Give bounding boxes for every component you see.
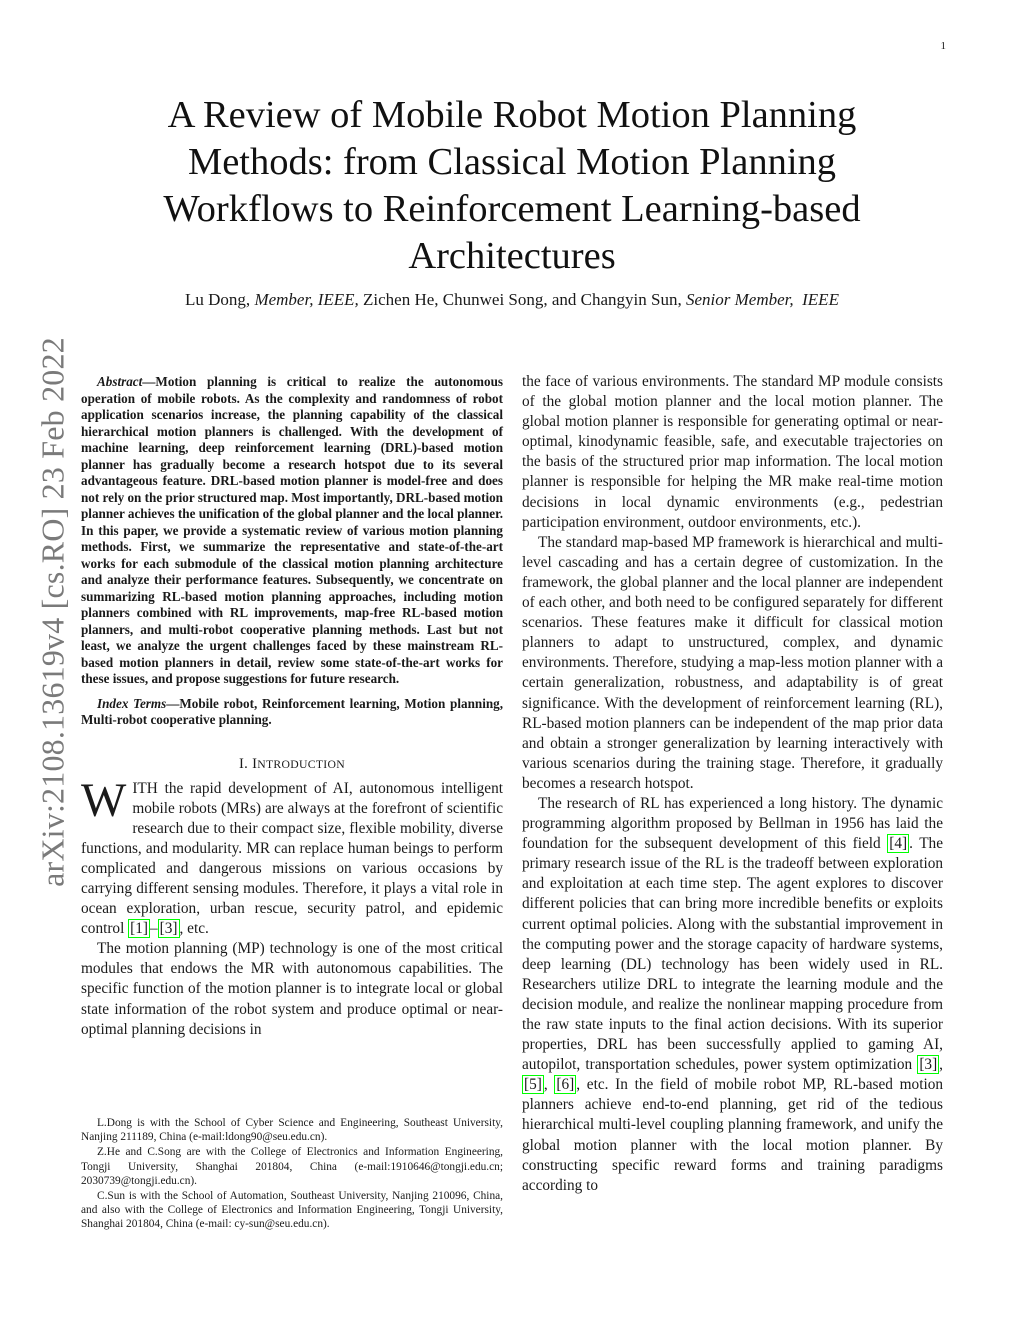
right-p3-b: . The primary research issue of the RL is the tradeoff between exploration and exploitation at each time step. The agent explores to discover different policies that can bring more incredible benefits or exploits current optimal policies. Along with the substantial improvement in the computing power and the storage capacity of hardware systems, deep learning (DL) technology has been widely used in RL. Researchers utilize DRL to integrate the learning module and the decision module, and realize the nonlinear mapping procedure from the raw state inputs to the final action decisions. With its superior properties, DRL has been successfully applied to gaming AI, autopilot, transportation schedules, power system optimization bbox=[522, 835, 943, 1074]
intro-paragraph-2: The motion planning (MP) technology is one of the most critical modules that endows the MR with autonomous capabilities. The specific function of the motion planner is to integrate local or global state information of the robot system and produce optimal or near-optimal planning decisions in bbox=[81, 940, 503, 1038]
dropcap: W bbox=[81, 773, 127, 827]
citation-separator: , bbox=[939, 1056, 943, 1074]
section-title-first: I bbox=[252, 755, 258, 772]
citation-separator: , bbox=[543, 1076, 555, 1094]
arxiv-stamp-text: arXiv:2108.13619v4 [cs.RO] 23 Feb 2022 bbox=[34, 337, 71, 887]
citation-dash: – bbox=[150, 920, 158, 938]
citation-link[interactable]: [1] bbox=[130, 920, 148, 938]
right-paragraph-1: the face of various environments. The standard MP module consists of the global motion planner and the local motion planner. The global motion planner is responsible for generating optimal or near-optimal, kinodynamic feasible, safe, and executable trajectories on the basis of the structured prior map information. The local motion planner is responsible for helping the MR make real-time motion decisions in local dynamic environments (e.g., pedestrian participation environment, outdoor environments, etc.). bbox=[522, 373, 943, 531]
section-title-rest: NTRODUCTION bbox=[257, 757, 345, 771]
citation-link[interactable]: [3] bbox=[919, 1056, 938, 1074]
right-column bbox=[522, 372, 943, 1196]
right-paragraph-2: The standard map-based MP framework is hierarchical and multi-level cascading and has a certain degree of customization. In the framework, the global planner and the local planner are independent of each other, and both need to be configured separately for different scenarios. These features make it difficult for classical motion planners to adapt to unstructured, complex, and dynamic environments. Therefore, studying a map-less motion planner with a certain generalization, robustness, and adaptability is of great significance. With the development of reinforcement learning (RL), RL-based motion planners can be independent of the map prior data and obtain a stronger generalization by learning interactively with various scenarios during the training stage. Therefore, it gradually becomes a research hotspot. bbox=[522, 533, 943, 792]
citation-link[interactable]: [5] bbox=[524, 1076, 542, 1094]
authors-2-4: Zichen He, Chunwei Song, and Changyin Sun, bbox=[363, 290, 682, 309]
author-line bbox=[100, 290, 924, 310]
index-terms bbox=[81, 696, 503, 729]
right-p3-c: , etc. In the field of mobile robot MP, RL-based motion planners achieve end-to-end planning, get rid of the tedious hierarchical multi-level coupling planning framework, and unify the global motion planner with the local motion planner. By constructing specific reward forms and training paradigms according to bbox=[522, 1076, 944, 1194]
index-terms-text: —Mobile robot, Reinforcement learning, Motion planning, Multi-robot cooperative planning. bbox=[81, 695, 504, 727]
intro-p1-end: , etc. bbox=[179, 920, 209, 938]
citation-link[interactable]: [6] bbox=[556, 1076, 575, 1094]
footnote: L.Dong is with the School of Cyber Science and Engineering, Southeast University, Nanjing 211189, China (e-mail:ldong90@seu.edu.cn). bbox=[81, 1117, 503, 1144]
author-4-org: IEEE bbox=[802, 290, 839, 309]
abstract-label: Abstract bbox=[97, 374, 143, 389]
author-1-role: Member, IEEE, bbox=[254, 290, 359, 309]
footnote: C.Sun is with the School of Automation, Southeast University, Nanjing 210096, China, and also with the College of Electronics and Information Engineering, Tongji University, Shanghai 201804, China (e-mail: cy-sun@seu.edu.cn). bbox=[81, 1190, 503, 1231]
footnotes bbox=[81, 1116, 503, 1233]
abstract-text: —Motion planning is critical to realize the autonomous operation of mobile robots. As the complexity and randomness of robot application scenarios increase, the planning capability of the classical hierarchical motion planners is challenged. With the development of machine learning, deep reinforcement learning (DRL)-based motion planner has gradually become a research hotspot due to its several advantageous feature. DRL-based motion planner is model-free and does not rely on the prior structured map. Most importantly, DRL-based motion planner achieves the unification of the global planner and the local planner. In this paper, we provide a systematic review of various motion planning methods. First, we summarize the representative and state-of-the-art works for each submodule of the classical motion planning architecture and analyze their performance features. Subsequently, we concentrate on summarizing RL-based motion planning approaches, including motion planners combined with RL improvements, map-free RL-based motion planners, and multi-robot cooperative planning methods. Last but not least, we analyze the urgent challenges faced by these mainstream RL-based motion planners in detail, review some state-of-the-art works for these issues, and propose suggestions for future research. bbox=[81, 374, 503, 686]
section-number: I. bbox=[239, 755, 249, 772]
footnote: Z.He and C.Song are with the College of Electronics and Information Engineering, Tongji University, Shanghai 201804, China (e-mail:1910646@tongji.edu.cn; 2030739@tongji.edu.cn). bbox=[81, 1146, 503, 1187]
section-heading-introduction bbox=[81, 756, 503, 773]
paper-title: A Review of Mobile Robot Motion Planning Methods: from Classical Motion Planning Workflows to Reinforcement Learning-based Architectures bbox=[163, 94, 861, 277]
abstract bbox=[81, 374, 503, 688]
citation-link[interactable]: [4] bbox=[889, 835, 908, 853]
right-paragraph-3 bbox=[522, 794, 943, 1196]
author-1: Lu Dong, bbox=[185, 290, 251, 309]
left-column bbox=[81, 374, 503, 1040]
author-4-role: Senior Member, bbox=[685, 290, 794, 309]
intro-p1-text: ITH the rapid development of AI, autonomous intelligent mobile robots (MRs) are always at the forefront of scientific research due to their compact size, flexible mobility, diverse functions, and modularity. MR can replace human beings to perform complicated and dangerous missions on various occasions by carrying different sensing modules. Therefore, it plays a vital role in ocean exploration, urban rescue, security patrol, and epidemic control bbox=[81, 779, 503, 938]
right-p3-a: The research of RL has experienced a long history. The dynamic programming algorithm proposed by Bellman in 1956 has laid the foundation for the subsequent development of this field bbox=[522, 794, 943, 853]
citation-link[interactable]: [3] bbox=[159, 920, 178, 938]
intro-paragraph-1 bbox=[81, 773, 503, 940]
index-terms-label: Index Terms bbox=[97, 695, 167, 711]
page-number: 1 bbox=[940, 40, 946, 52]
